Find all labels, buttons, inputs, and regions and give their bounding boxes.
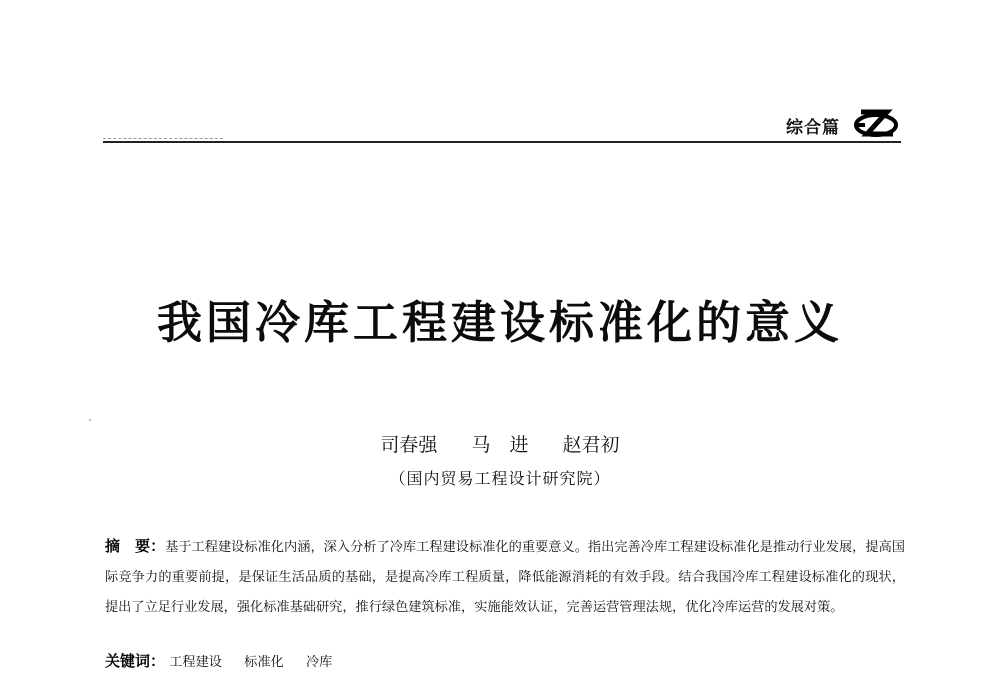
abstract-label: 摘 要：	[105, 537, 166, 555]
keyword: 冷库	[305, 655, 333, 670]
keywords-label: 关键词：	[105, 652, 166, 670]
author-name: 赵君初	[562, 434, 620, 456]
header-rule	[103, 141, 901, 143]
cold-storage-journal-logo-icon	[853, 108, 899, 138]
section-label: 综合篇	[786, 118, 840, 138]
abstract	[105, 531, 905, 623]
author-name: 司春强	[380, 434, 438, 456]
keyword: 标准化	[244, 655, 284, 670]
keyword: 工程建设	[169, 655, 222, 670]
author-list	[0, 430, 1000, 457]
scan-speck	[89, 419, 91, 421]
header-rule-dashed	[103, 138, 223, 139]
article-title: 我国冷库工程建设标准化的意义	[156, 296, 843, 349]
author-affiliation: （国内贸易工程设计研究院）	[389, 469, 611, 488]
author-name: 马 进	[471, 434, 529, 456]
keywords	[105, 650, 905, 671]
abstract-text: 基于工程建设标准化内涵，深入分析了冷库工程建设标准化的重要意义。指出完善冷库工程建设标准化是推动行业发展，提高国际竞争力的重要前提，是保证生活品质的基础，是提高冷库工程质量，降低能源消耗的有效手段。结合我国冷库工程建设标准化的现状，提出了立足行业发展，强化标准基础研究，推行绿色建筑标准，实施能效认证，完善运营管理法规，优化冷库运营的发展对策。	[105, 540, 905, 615]
